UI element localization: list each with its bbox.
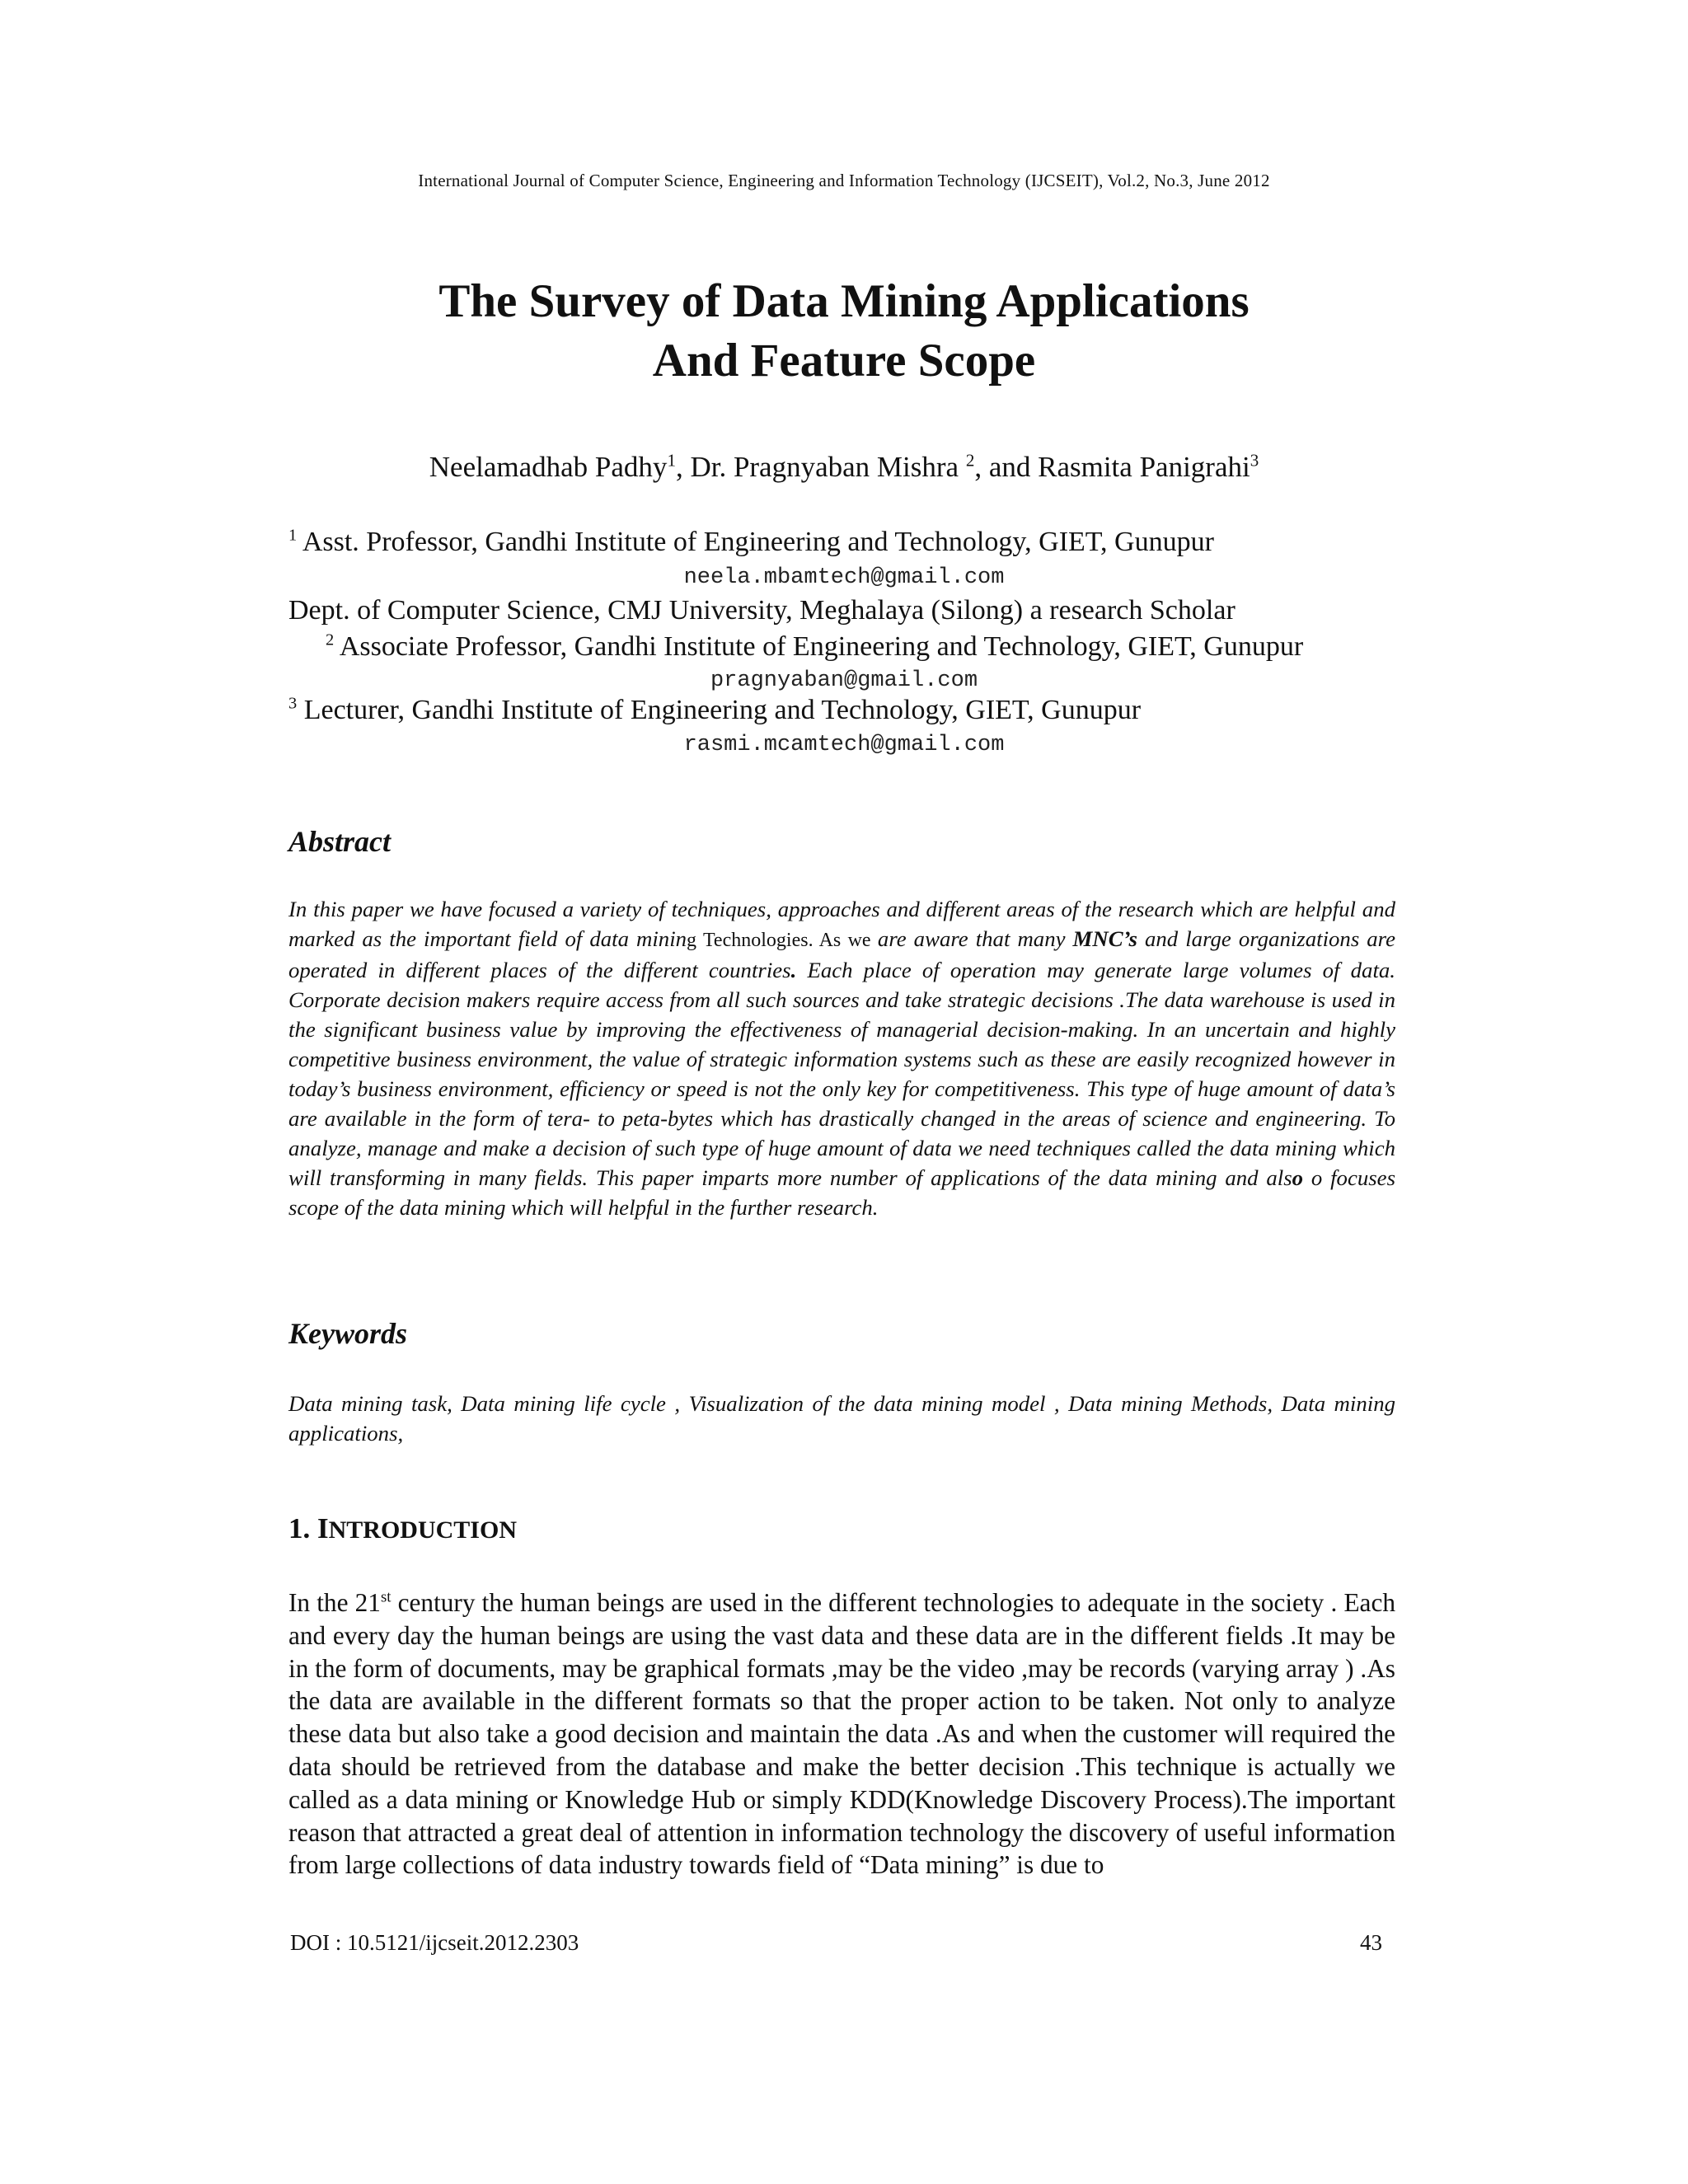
author-1-superscript: 1: [667, 450, 676, 471]
author-1: Neelamadhab Padhy: [429, 451, 668, 483]
introduction-part: In the 21: [288, 1588, 381, 1617]
abstract-part: o focuses scope of the data mining which will helpful in the further research.: [288, 1165, 1395, 1220]
affiliation-1b: Dept. of Computer Science, CMJ University, Meghalaya (Silong) a research Scholar: [288, 595, 1236, 626]
abstract-part: g Technologies.: [687, 930, 814, 951]
abstract-part: As we: [813, 930, 878, 951]
affiliation-1: [288, 526, 1214, 559]
keywords-text: Data mining task, Data mining life cycle , Visualization of the data mining model , Data mining Methods, Data mining applications,: [288, 1391, 1395, 1446]
introduction-text: [288, 1586, 1395, 1882]
introduction-part: century the human beings are used in the different technologies to adequate in the society . Each and every day the human beings are using the vast data and these data are in the different fields .It may be in the form of documents, may be graphical formats ,may be the video ,may be records (varying array ) .As the data are available in the different formats so that the proper action to be taken. Not only to analyze these data but also take a good decision and maintain the data .As and when the customer will required the data should be retrieved from the database and make the better decision .This technique is actually we called as a data mining or Knowledge Hub or simply KDD(Knowledge Discovery Process).The important reason that attracted a great deal of attention in information technology the discovery of useful information from large collections of data industry towards field of “Data mining” is due to: [288, 1588, 1395, 1880]
introduction-heading-rest: NTRODUCTION: [328, 1516, 517, 1544]
abstract-part: In this paper we have focused a variety of techniques, approaches and different areas of the research which are helpful and marked as the important field of data minin: [288, 897, 1395, 951]
affiliation-2-text: Associate Professor, Gandhi Institute of Engineering and Technology, GIET, Gunupur: [334, 631, 1304, 662]
paper-title: [0, 272, 1688, 391]
footer-doi: DOI : 10.5121/ijcseit.2012.2303: [290, 1930, 579, 1955]
author-3: , and Rasmita Panigrahi: [974, 451, 1250, 483]
author-2-superscript: 2: [965, 450, 975, 471]
keywords-heading: Keywords: [288, 1317, 407, 1350]
author-2: , Dr. Pragnyaban Mishra: [675, 451, 966, 483]
title-line-1: The Survey of Data Mining Applications: [438, 275, 1250, 327]
abstract-part-bold: o: [1292, 1165, 1304, 1190]
affiliation-3: [288, 694, 1141, 727]
affiliation-2-superscript: 2: [326, 630, 335, 649]
abstract-part: and large organizations are operated in different places of the different countries: [288, 926, 1396, 982]
affiliation-3-superscript: 3: [288, 694, 298, 713]
page-number: 43: [1360, 1930, 1382, 1955]
affiliation-1-superscript: 1: [288, 526, 298, 545]
abstract-heading: Abstract: [288, 825, 392, 858]
abstract-text: [288, 894, 1395, 1222]
email-2[interactable]: pragnyaban@gmail.com: [710, 668, 978, 693]
affiliation-2: [326, 630, 1303, 663]
author-list: [0, 449, 1688, 485]
email-3[interactable]: rasmi.mcamtech@gmail.com: [683, 733, 1005, 757]
title-line-2: And Feature Scope: [652, 335, 1036, 387]
email-1[interactable]: neela.mbamtech@gmail.com: [683, 565, 1005, 590]
abstract-part-bold: MNC’s: [1072, 926, 1137, 951]
abstract-part-bold: .: [790, 958, 797, 982]
affiliation-1-text: Asst. Professor, Gandhi Institute of Engineering and Technology, GIET, Gunupur: [297, 527, 1214, 557]
affiliation-3-text: Lecturer, Gandhi Institute of Engineering and Technology, GIET, Gunupur: [297, 695, 1142, 725]
abstract-part: are aware that many: [877, 926, 1073, 951]
introduction-heading-number: 1. I: [288, 1512, 329, 1544]
author-3-superscript: 3: [1250, 450, 1259, 471]
introduction-heading: [288, 1512, 517, 1545]
abstract-part: Each place of operation may generate large volumes of data. Corporate decision makers require access from all such sources and take strategic decisions .The data warehouse is used in the significant business value by improving the effectiveness of managerial decision-making. In an uncertain and highly competitive business environment, the value of strategic information systems such as these are easily recognized however in today’s business environment, efficiency or speed is not the only key for competitiveness. This type of huge amount of data’s are available in the form of tera- to peta-bytes which has drastically changed in the areas of science and engineering. To analyze, manage and make a decision of such type of huge amount of data we need techniques called the data mining which will transforming in many fields. This paper imparts more number of applications of the data mining and als: [288, 958, 1395, 1190]
introduction-superscript: st: [380, 1588, 392, 1606]
running-head: International Journal of Computer Science, Engineering and Information Technology (IJCSEIT), Vol.2, No.3, June 2012: [418, 171, 1270, 190]
